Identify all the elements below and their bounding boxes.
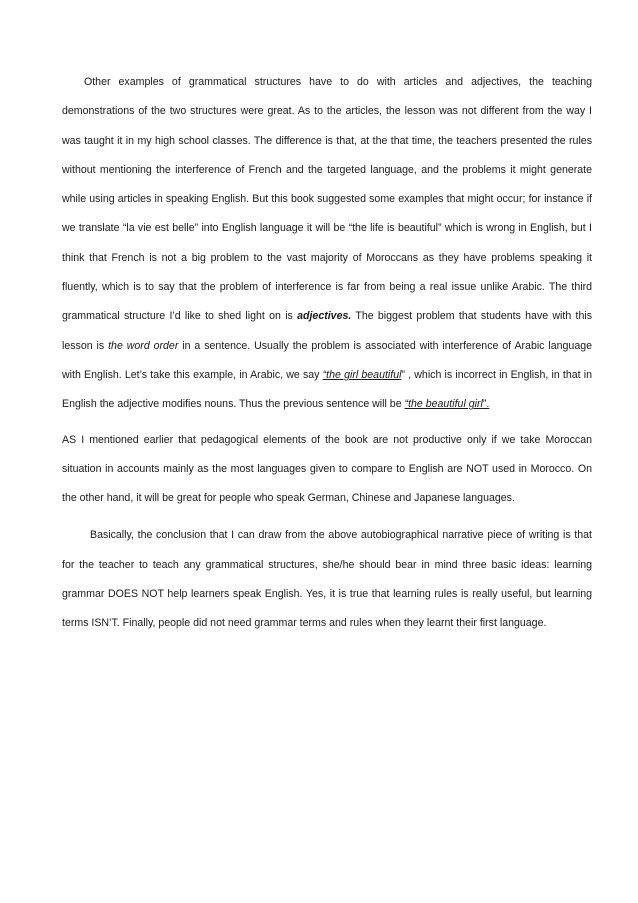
term-adjectives: adjectives. [297,310,352,323]
paragraph-conclusion: Basically, the conclusion that I can draw from the above autobiographical narrative piece of writing is that for the teacher to teach any grammatical structures, she/he should bear in mind three basic ideas: learning grammar DOES NOT help learners speak English. Yes, it is true that learning rules is really useful, but learning terms ISN’T. Finally, people did not need grammar terms and rules when they learnt their first language. [62,529,592,630]
paragraph-text: Other examples of grammatical structures have to do with articles and adjectives, the teaching demonstrations of the two structures were great. As to the articles, the lesson was not different from the way I was taught it in my high school classes. The difference is that, at the that time, the teachers presented the rules without mentioning the interference of French and the targeted language, and the problems it might generate while using articles in speaking English. But this book suggested some examples that might occur; for instance if we translate “la vie est belle” into English language it will be “the life is beautiful” which is wrong in English, but I think that French is not a big problem to the vast majority of Moroccans as they have problems speaking it fluently, which is to say that the problem of interference is far from being a real issue unlike Arabic. The third grammatical structure I’d like to shed light on is [62,76,592,323]
example-beautiful-girl: “the beautiful girl [404,398,483,411]
term-word-order: the word order [108,339,179,352]
example-closing-quote: ”. [482,398,490,411]
paragraph-moroccan-situation: AS I mentioned earlier that pedagogical elements of the book are not productive only if we take Moroccan situation in accounts mainly as the most languages given to compare to English are NOT used in Morocco. On the other hand, it will be great for people who speak German, Chinese and Japanese languages. [62,433,592,505]
document-page [62,68,592,639]
paragraph-text: The biggest problem that students have with this lesson is [62,310,593,352]
paragraph-text: ” , which is incorrect in English, in that in English the adjective modifies nouns. Thus the previous sentence will be [62,368,592,411]
paragraph-articles-adjectives [62,68,592,420]
paragraph-text: in a sentence. Usually the problem is associated with interference of Arabic language with English. Let’s take this example, in Arabic, we say [62,339,592,381]
example-girl-beautiful: “the girl beautiful [322,368,402,381]
